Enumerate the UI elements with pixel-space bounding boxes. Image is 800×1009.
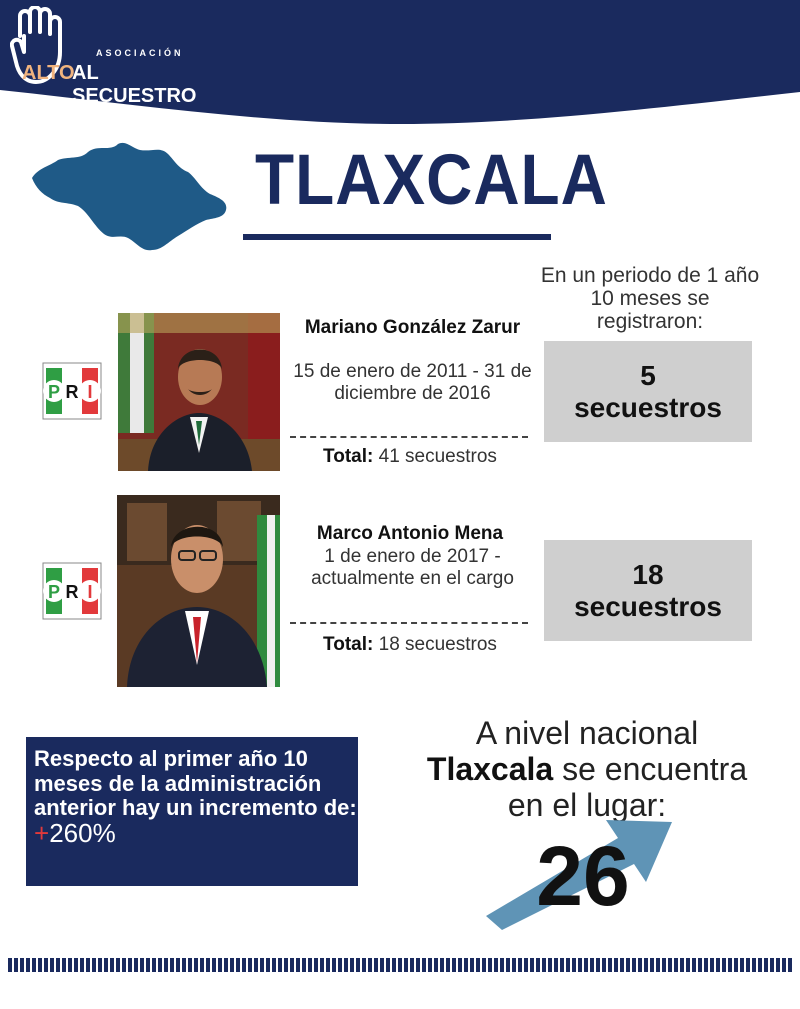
national-line-1: A nivel nacional [475, 715, 699, 751]
pri-logo-icon [42, 362, 102, 420]
governor-2-total-value: 18 secuestros [378, 634, 497, 655]
svg-text:P: P [47, 582, 61, 602]
period-note: En un periodo de 1 año 10 meses se registraron: [540, 264, 760, 333]
divider-1 [290, 436, 528, 438]
governor-1-total-value: 41 secuestros [378, 446, 497, 467]
governor-2-name: Marco Antonio Mena [316, 523, 504, 544]
logo-al-secuestro-text: AL SECUESTRO [72, 62, 197, 107]
national-line-3: en el lugar: [507, 787, 667, 823]
divider-2 [290, 622, 528, 624]
governor-1-total [290, 446, 530, 468]
logo-alto-text: ALTO [22, 62, 75, 84]
governor-1-period: 15 de enero de 2011 - 31 de diciembre de 2016 [293, 361, 532, 404]
governor-2-period: 1 de enero de 2017 - actualmente en el cargo [311, 546, 514, 589]
governor-2-count-label: secuestros [574, 590, 722, 622]
governor-2-total [290, 634, 530, 656]
svg-text:P: P [47, 382, 61, 402]
alto-al-secuestro-logo [8, 6, 198, 107]
svg-text:R: R [65, 382, 79, 402]
plus-sign: + [34, 817, 50, 848]
comparison-text: Respecto al primer año 10 meses de la administración anterior hay un incremento de: [34, 746, 357, 820]
governor-1-count-label: secuestros [574, 391, 722, 423]
tlaxcala-map-icon [28, 138, 233, 256]
logo-association-text: ASOCIACIÓN [96, 48, 184, 58]
governor-1-count-number: 5 [640, 359, 656, 391]
comparison-percent [34, 818, 116, 848]
national-line-2-rest: se encuentra [562, 751, 748, 787]
comparison-box [26, 737, 358, 886]
svg-text:R: R [65, 582, 79, 602]
national-state: Tlaxcala [426, 751, 554, 787]
governor-1-count-box [544, 341, 752, 442]
percent-value: 260% [49, 817, 116, 848]
governor-2-count-number: 18 [632, 558, 664, 590]
svg-text:I: I [87, 382, 93, 402]
bottom-decorative-bar [8, 958, 792, 972]
governor-1-name: Mariano González Zarur [304, 317, 521, 338]
national-rank-number: 26 [536, 829, 630, 923]
governor-2-count-box [544, 540, 752, 641]
governor-2-photo [117, 495, 280, 687]
national-line-2 [392, 750, 782, 788]
governor-2-total-label: Total: [323, 634, 374, 655]
svg-text:I: I [87, 582, 93, 602]
title-underline [243, 234, 551, 240]
pri-logo-icon [42, 562, 102, 620]
governor-1-photo [118, 313, 280, 471]
governor-1-total-label: Total: [323, 446, 374, 467]
page-title: TLAXCALA [255, 139, 608, 220]
